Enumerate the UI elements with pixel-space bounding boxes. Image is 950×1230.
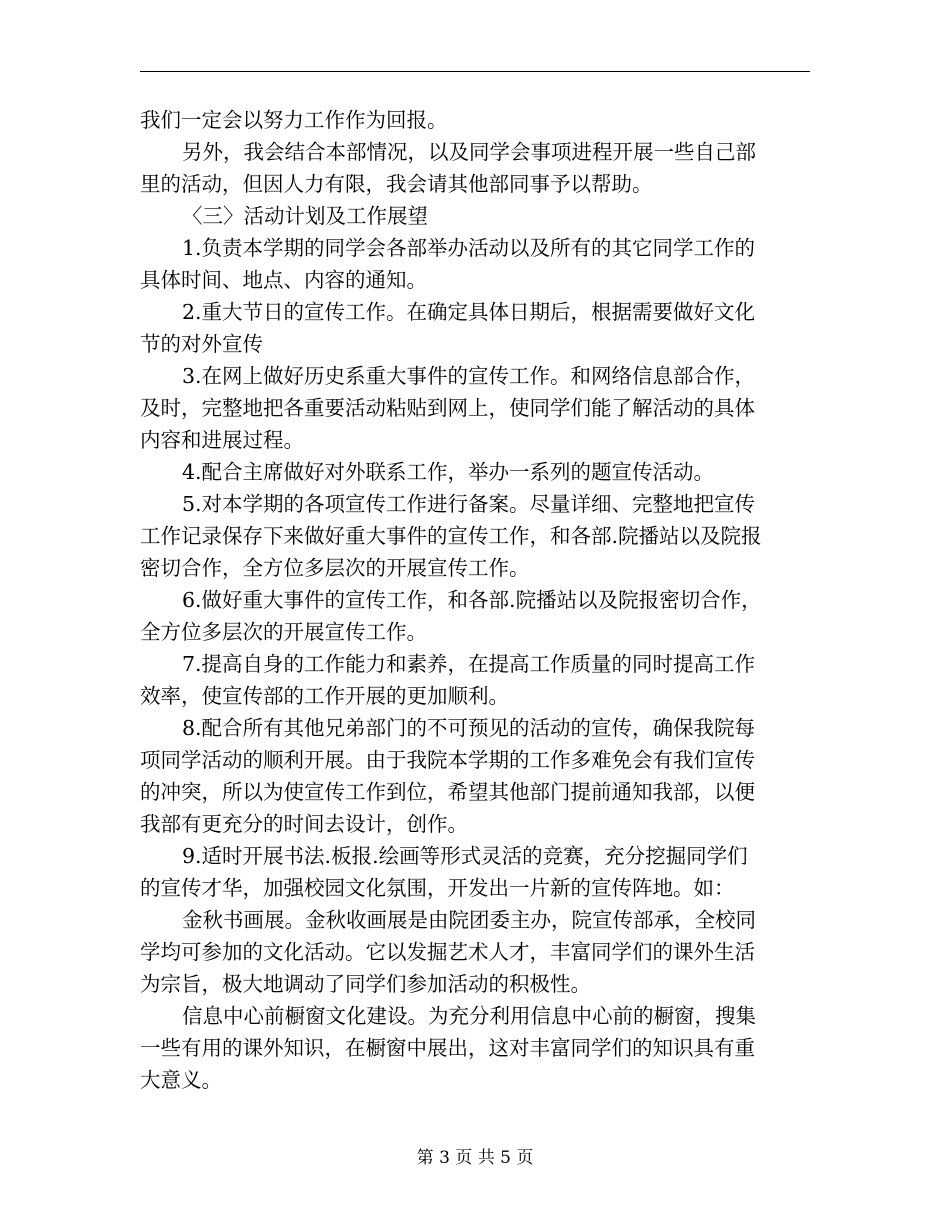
list-item-6: 6.做好重大事件的宣传工作，和各部.院播站以及院报密切合作， <box>182 588 762 612</box>
list-item-7: 7.提高自身的工作能力和素养，在提高工作质量的同时提高工作 <box>182 652 756 676</box>
body-line: 节的对外宣传 <box>140 332 263 356</box>
list-item-5: 5.对本学期的各项宣传工作进行备案。尽量详细、完整地把宣传 <box>182 492 756 516</box>
body-line: 具体时间、地点、内容的通知。 <box>140 268 427 292</box>
body-line: 效率，使宣传部的工作开展的更加顺利。 <box>140 684 509 708</box>
list-item-1: 1.负责本学期的同学会各部举办活动以及所有的其它同学工作的 <box>182 236 756 260</box>
body-line: 一些有用的课外知识，在橱窗中展出，这对丰富同学们的知识具有重 <box>140 1036 755 1060</box>
body-line: 大意义。 <box>140 1068 222 1092</box>
section-heading: 〈三〉活动计划及工作展望 <box>182 204 428 228</box>
body-line: 金秋书画展。金秋收画展是由院团委主办，院宣传部承，全校同 <box>182 908 756 932</box>
list-item-4: 4.配合主席做好对外联系工作，举办一系列的题宣传活动。 <box>182 460 715 484</box>
document-body <box>140 104 810 1096</box>
body-line: 内容和进展过程。 <box>140 428 304 452</box>
body-line: 学均可参加的文化活动。它以发掘艺术人才，丰富同学们的课外生活 <box>140 940 755 964</box>
body-line: 工作记录保存下来做好重大事件的宣传工作，和各部.院播站以及院报 <box>140 524 762 548</box>
body-line: 全方位多层次的开展宣传工作。 <box>140 620 427 644</box>
list-item-3: 3.在网上做好历史系重大事件的宣传工作。和网络信息部合作， <box>182 364 756 388</box>
page-number-footer: 第 3 页 共 5 页 <box>416 1148 534 1168</box>
list-item-8: 8.配合所有其他兄弟部门的不可预见的活动的宣传，确保我院每 <box>182 716 756 740</box>
list-item-9: 9.适时开展书法.板报.绘画等形式灵活的竞赛，充分挖掘同学们 <box>182 844 748 868</box>
body-line: 及时，完整地把各重要活动粘贴到网上，使同学们能了解活动的具体 <box>140 396 755 420</box>
body-line: 我部有更充分的时间去设计，创作。 <box>140 812 468 836</box>
body-line: 的宣传才华，加强校园文化氛围，开发出一片新的宣传阵地。如： <box>140 876 735 900</box>
body-line: 项同学活动的顺利开展。由于我院本学期的工作多难免会有我们宣传 <box>140 748 755 772</box>
body-line: 里的活动，但因人力有限，我会请其他部同事予以帮助。 <box>140 172 653 196</box>
body-line: 为宗旨，极大地调动了同学们参加活动的积极性。 <box>140 972 591 996</box>
body-line: 的冲突，所以为使宣传工作到位，希望其他部门提前通知我部，以便 <box>140 780 755 804</box>
header-divider <box>140 71 810 72</box>
body-line: 另外，我会结合本部情况，以及同学会事项进程开展一些自己部 <box>182 140 756 164</box>
body-line: 密切合作，全方位多层次的开展宣传工作。 <box>140 556 530 580</box>
body-line: 信息中心前橱窗文化建设。为充分利用信息中心前的橱窗，搜集 <box>182 1004 756 1028</box>
body-line: 我们一定会以努力工作作为回报。 <box>140 108 448 132</box>
list-item-2: 2.重大节日的宣传工作。在确定具体日期后，根据需要做好文化 <box>182 300 756 324</box>
